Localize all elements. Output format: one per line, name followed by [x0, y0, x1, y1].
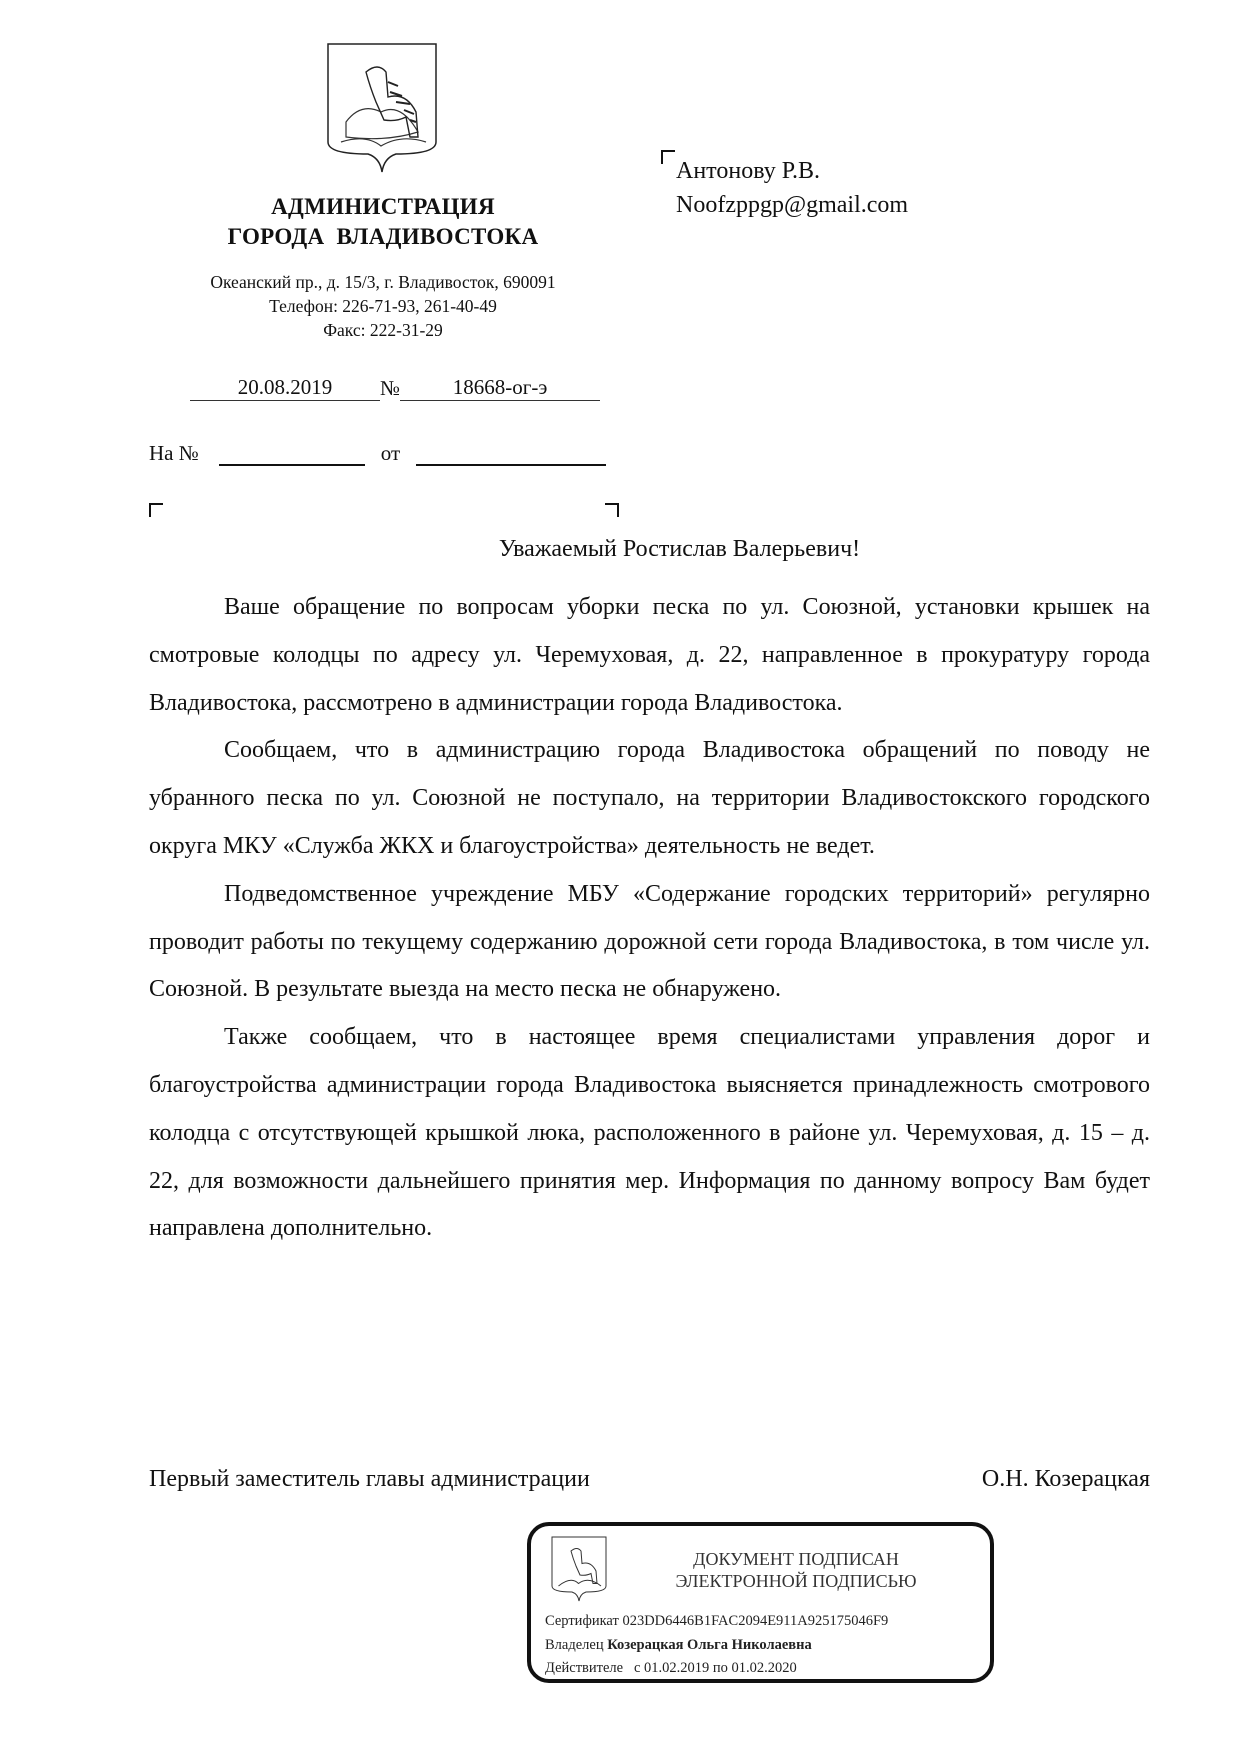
org-line-2: ГОРОДА ВЛАДИВОСТОКА: [227, 224, 539, 249]
valid-from-label: с: [633, 1660, 641, 1676]
corner-mark: [605, 503, 619, 517]
addressee-name: Антонову Р.В.: [676, 158, 821, 184]
address: Океанский пр., д. 15/3, г. Владивосток, 690091: [210, 272, 556, 292]
certificate-row: [545, 1613, 888, 1630]
valid-from: 01.02.2019: [644, 1660, 710, 1676]
valid-label: Действителе: [545, 1660, 624, 1676]
addressee-email: Noofzppgp@gmail.com: [676, 192, 909, 218]
from-label: от: [380, 441, 401, 465]
organization-name: [183, 192, 583, 252]
paragraph: Также сообщаем, что в настоящее время специалистами управления дорог и благоустройства администрации города Владивостока выясняется принадлежность смотрового колодца с отсутствующей крышкой люка, расположенного в районе ул. Черемуховая, д. 15 – д. 22, для возможности дальнейшего принятия мер. Информация по данному вопросу Вам будет направлена дополнительно.: [149, 1024, 1150, 1242]
corner-mark: [149, 503, 163, 517]
paragraph: Ваше обращение по вопросам уборки песка по ул. Союзной, установки крышек на смотровые колодцы по адресу ул. Черемуховая, д. 22, направленное в прокуратуру города Владивостока, рассмотрено в администрации города Владивостока.: [149, 594, 1150, 716]
stamp-title-line-1: ДОКУМЕНТ ПОДПИСАН: [693, 1549, 899, 1569]
letter-body: [149, 584, 1150, 1253]
registration-number: 18668-ог-э: [400, 374, 600, 401]
valid-to: 01.02.2020: [731, 1660, 797, 1676]
reply-date-blank: [416, 438, 606, 466]
stamp-title-line-2: ЭЛЕКТРОННОЙ ПОДПИСЬЮ: [675, 1571, 917, 1591]
greeting: Уважаемый Ростислав Валерьевич!: [498, 536, 861, 562]
signer-title: Первый заместитель главы администрации: [149, 1466, 590, 1492]
corner-mark: [661, 150, 675, 164]
paragraph: Подведомственное учреждение МБУ «Содержание городских территорий» регулярно проводит работы по текущему содержанию дорожной сети города Владивостока, в том числе ул. Союзной. В результате выезда на место песка не обнаружено.: [149, 880, 1150, 1003]
registration-line: [190, 374, 600, 401]
organization-contacts: [133, 270, 633, 342]
city-emblem-icon: [326, 42, 438, 174]
signer-name: О.Н. Козерацкая: [981, 1466, 1150, 1492]
owner-row: [545, 1637, 812, 1654]
reply-label: На №: [149, 441, 199, 465]
owner-value: Козерацкая Ольга Николаевна: [607, 1637, 812, 1653]
electronic-signature-stamp: [527, 1522, 994, 1683]
stamp-title: [626, 1548, 966, 1592]
valid-to-label: по: [712, 1660, 728, 1676]
reply-reference: [149, 438, 606, 466]
paragraph: Сообщаем, что в администрацию города Владивостока обращений по поводу не убранного песка по ул. Союзной не поступало, на территории Владивостокского городского округа МКУ «Служба ЖКХ и благоустройства» деятельность не ведет.: [149, 737, 1150, 859]
signature-line: [149, 1466, 1150, 1493]
owner-label: Владелец: [545, 1637, 604, 1653]
org-line-1: АДМИНИСТРАЦИЯ: [271, 194, 495, 219]
number-label: №: [380, 376, 401, 400]
cert-label: Сертификат: [545, 1613, 619, 1629]
cert-value: 023DD6446B1FAC2094E911A925175046F9: [622, 1613, 889, 1629]
validity-row: [545, 1660, 797, 1677]
reply-number-blank: [219, 438, 365, 466]
addressee: [676, 154, 908, 222]
fax: Факс: 222-31-29: [323, 320, 443, 340]
phone: Телефон: 226-71-93, 261-40-49: [269, 296, 497, 316]
stamp-emblem-icon: [551, 1536, 607, 1602]
registration-date: 20.08.2019: [190, 374, 380, 401]
